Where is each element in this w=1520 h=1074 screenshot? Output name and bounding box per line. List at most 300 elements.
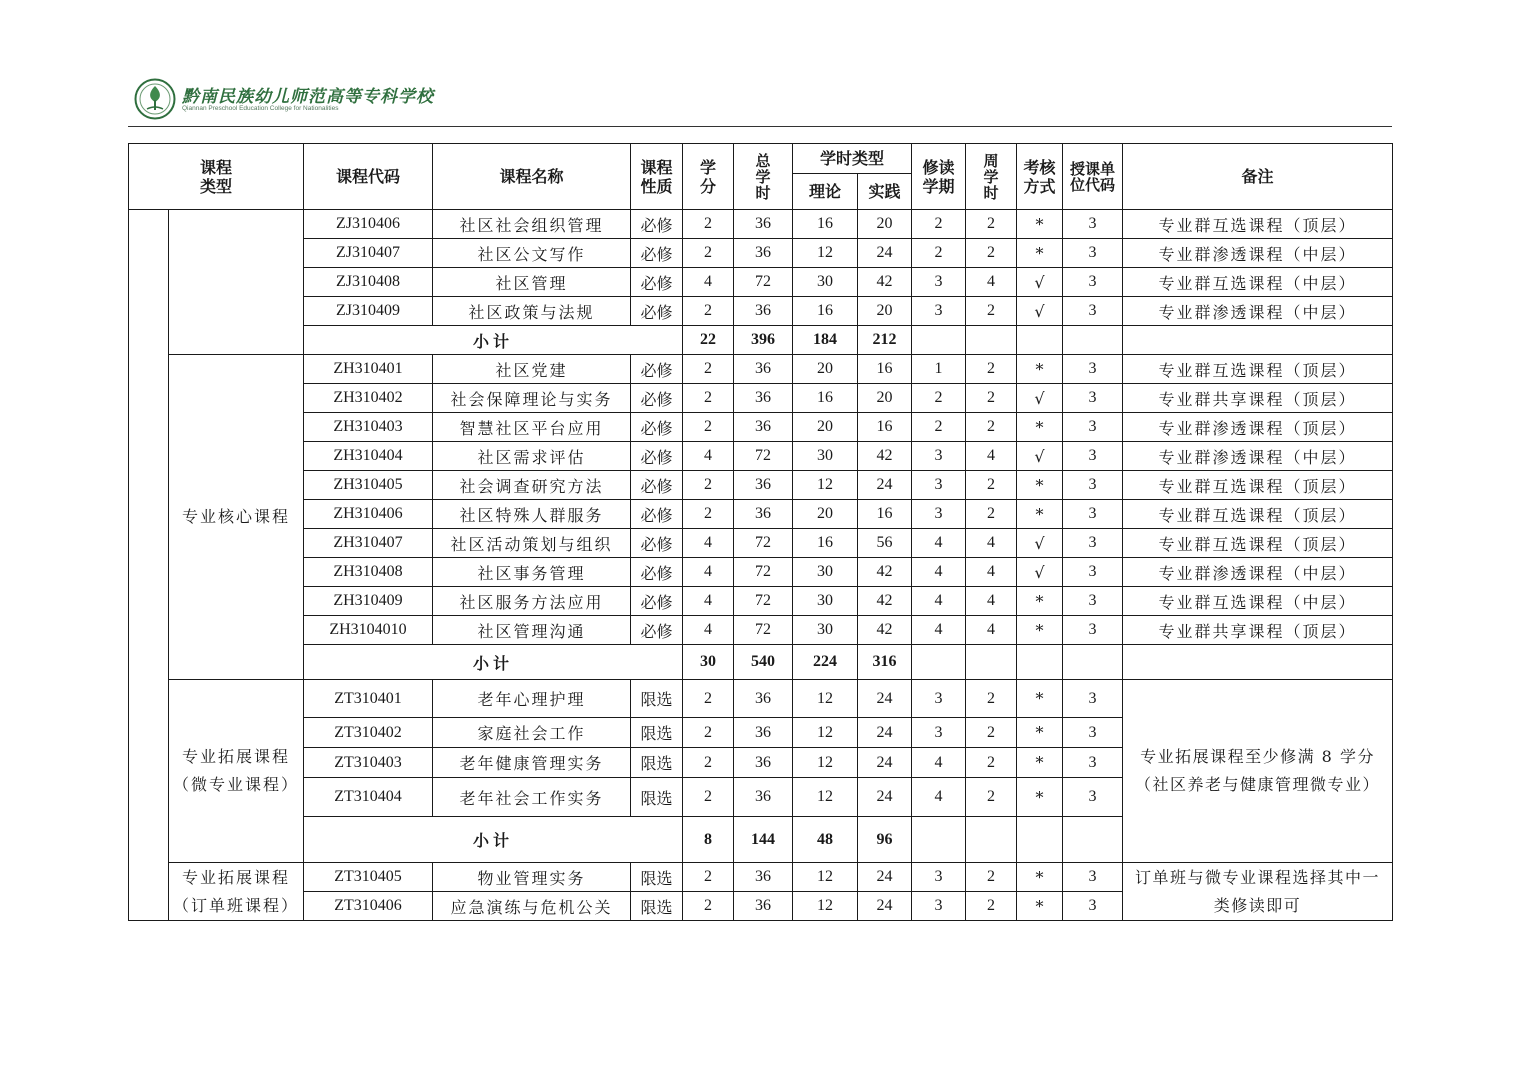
section4-remarks bbox=[1123, 863, 1393, 921]
theory-hours: 16 bbox=[793, 210, 858, 239]
theory-hours: 20 bbox=[793, 413, 858, 442]
remarks: 专业群共享课程（顶层） bbox=[1123, 616, 1393, 645]
practice-hours: 24 bbox=[858, 892, 912, 921]
theory-hours: 12 bbox=[793, 892, 858, 921]
credits: 2 bbox=[683, 210, 734, 239]
weekly-hours: 2 bbox=[966, 748, 1017, 778]
unit-code: 3 bbox=[1063, 297, 1123, 326]
weekly-hours: 4 bbox=[966, 268, 1017, 297]
semester: 4 bbox=[912, 529, 966, 558]
semester: 3 bbox=[912, 718, 966, 748]
course-name: 社区需求评估 bbox=[433, 442, 631, 471]
unit-code: 3 bbox=[1063, 616, 1123, 645]
total-hours: 36 bbox=[734, 892, 793, 921]
table-row bbox=[129, 442, 1393, 471]
unit-code: 3 bbox=[1063, 529, 1123, 558]
th-hour-type: 学时类型 bbox=[793, 144, 912, 174]
weekly-hours: 4 bbox=[966, 529, 1017, 558]
practice-hours: 42 bbox=[858, 558, 912, 587]
unit-code: 3 bbox=[1063, 587, 1123, 616]
total-hours: 36 bbox=[734, 413, 793, 442]
practice-hours: 56 bbox=[858, 529, 912, 558]
course-code: ZT310401 bbox=[304, 680, 433, 718]
remarks: 专业群互选课程（中层） bbox=[1123, 268, 1393, 297]
course-name: 老年社会工作实务 bbox=[433, 778, 631, 817]
semester: 2 bbox=[912, 384, 966, 413]
semester: 1 bbox=[912, 355, 966, 384]
course-nature: 限选 bbox=[631, 748, 683, 778]
course-code: ZH310407 bbox=[304, 529, 433, 558]
practice-hours: 24 bbox=[858, 863, 912, 892]
subtotal-total-hours: 144 bbox=[734, 817, 793, 863]
course-code: ZH3104010 bbox=[304, 616, 433, 645]
total-hours: 72 bbox=[734, 442, 793, 471]
theory-hours: 12 bbox=[793, 471, 858, 500]
table-row bbox=[129, 680, 1393, 718]
course-code: ZH310403 bbox=[304, 413, 433, 442]
unit-code: 3 bbox=[1063, 892, 1123, 921]
unit-code: 3 bbox=[1063, 680, 1123, 718]
semester: 3 bbox=[912, 892, 966, 921]
credits: 2 bbox=[683, 748, 734, 778]
outer-category-cell bbox=[129, 210, 169, 921]
practice-hours: 24 bbox=[858, 239, 912, 268]
table-row bbox=[129, 471, 1393, 500]
total-hours: 36 bbox=[734, 297, 793, 326]
course-nature: 限选 bbox=[631, 778, 683, 817]
remarks: 专业群共享课程（顶层） bbox=[1123, 384, 1393, 413]
practice-hours: 42 bbox=[858, 442, 912, 471]
credits: 4 bbox=[683, 616, 734, 645]
total-hours: 72 bbox=[734, 616, 793, 645]
school-name-cn: 黔南民族幼儿师范高等专科学校 bbox=[182, 87, 434, 107]
theory-hours: 20 bbox=[793, 355, 858, 384]
course-name: 家庭社会工作 bbox=[433, 718, 631, 748]
theory-hours: 16 bbox=[793, 529, 858, 558]
course-nature: 限选 bbox=[631, 718, 683, 748]
credits: 2 bbox=[683, 863, 734, 892]
category-line1: 专业拓展课程 bbox=[182, 867, 291, 887]
remarks-line2: （社区养老与健康管理微专业） bbox=[1135, 775, 1381, 794]
weekly-hours: 2 bbox=[966, 471, 1017, 500]
practice-hours: 16 bbox=[858, 355, 912, 384]
assessment: * bbox=[1017, 718, 1063, 748]
course-name: 智慧社区平台应用 bbox=[433, 413, 631, 442]
weekly-hours: 2 bbox=[966, 778, 1017, 817]
subtotal-total-hours: 540 bbox=[734, 645, 793, 680]
theory-hours: 30 bbox=[793, 616, 858, 645]
weekly-hours: 2 bbox=[966, 355, 1017, 384]
practice-hours: 20 bbox=[858, 384, 912, 413]
unit-code: 3 bbox=[1063, 558, 1123, 587]
semester: 3 bbox=[912, 680, 966, 718]
practice-hours: 20 bbox=[858, 297, 912, 326]
course-code: ZH310409 bbox=[304, 587, 433, 616]
theory-hours: 30 bbox=[793, 587, 858, 616]
unit-code: 3 bbox=[1063, 500, 1123, 529]
remarks: 专业群互选课程（顶层） bbox=[1123, 500, 1393, 529]
th-weekly-hours: 周学时 bbox=[966, 144, 1017, 210]
assessment: * bbox=[1017, 892, 1063, 921]
subtotal-theory: 48 bbox=[793, 817, 858, 863]
weekly-hours: 2 bbox=[966, 210, 1017, 239]
credits: 4 bbox=[683, 558, 734, 587]
total-hours: 72 bbox=[734, 587, 793, 616]
table-row bbox=[129, 863, 1393, 892]
credits: 2 bbox=[683, 500, 734, 529]
course-nature: 必修 bbox=[631, 268, 683, 297]
course-nature: 必修 bbox=[631, 210, 683, 239]
th-unit-code: 授课单位代码 bbox=[1063, 144, 1123, 210]
credits: 2 bbox=[683, 778, 734, 817]
total-hours: 72 bbox=[734, 268, 793, 297]
weekly-hours: 2 bbox=[966, 297, 1017, 326]
category-extension-order bbox=[169, 863, 304, 921]
table-row bbox=[129, 384, 1393, 413]
th-remarks: 备注 bbox=[1123, 144, 1393, 210]
course-code: ZH310405 bbox=[304, 471, 433, 500]
credits: 2 bbox=[683, 384, 734, 413]
course-code: ZH310404 bbox=[304, 442, 433, 471]
remarks: 专业群互选课程（顶层） bbox=[1123, 471, 1393, 500]
total-hours: 36 bbox=[734, 471, 793, 500]
remarks: 专业群互选课程（顶层） bbox=[1123, 210, 1393, 239]
assessment: * bbox=[1017, 680, 1063, 718]
theory-hours: 16 bbox=[793, 297, 858, 326]
assessment: * bbox=[1017, 778, 1063, 817]
practice-hours: 42 bbox=[858, 616, 912, 645]
semester: 3 bbox=[912, 268, 966, 297]
semester: 3 bbox=[912, 297, 966, 326]
total-hours: 36 bbox=[734, 718, 793, 748]
course-code: ZT310402 bbox=[304, 718, 433, 748]
weekly-hours: 2 bbox=[966, 718, 1017, 748]
th-course-code: 课程代码 bbox=[304, 144, 433, 210]
total-hours: 72 bbox=[734, 529, 793, 558]
course-name: 应急演练与危机公关 bbox=[433, 892, 631, 921]
assessment: * bbox=[1017, 355, 1063, 384]
category-core-courses: 专业核心课程 bbox=[169, 355, 304, 680]
weekly-hours: 2 bbox=[966, 384, 1017, 413]
remarks: 专业群渗透课程（中层） bbox=[1123, 558, 1393, 587]
assessment: √ bbox=[1017, 384, 1063, 413]
th-total-hours: 总学时 bbox=[734, 144, 793, 210]
theory-hours: 12 bbox=[793, 748, 858, 778]
subtotal-label: 小计 bbox=[304, 817, 683, 863]
course-code: ZH310406 bbox=[304, 500, 433, 529]
assessment: * bbox=[1017, 616, 1063, 645]
total-hours: 36 bbox=[734, 210, 793, 239]
course-nature: 必修 bbox=[631, 239, 683, 268]
curriculum-table bbox=[128, 143, 1393, 921]
semester: 4 bbox=[912, 587, 966, 616]
semester: 3 bbox=[912, 500, 966, 529]
assessment: * bbox=[1017, 210, 1063, 239]
unit-code: 3 bbox=[1063, 384, 1123, 413]
course-name: 社区管理沟通 bbox=[433, 616, 631, 645]
subtotal-practice: 96 bbox=[858, 817, 912, 863]
credits: 2 bbox=[683, 680, 734, 718]
course-nature: 必修 bbox=[631, 384, 683, 413]
total-hours: 36 bbox=[734, 500, 793, 529]
semester: 4 bbox=[912, 778, 966, 817]
assessment: √ bbox=[1017, 297, 1063, 326]
weekly-hours: 4 bbox=[966, 616, 1017, 645]
course-code: ZT310406 bbox=[304, 892, 433, 921]
theory-hours: 12 bbox=[793, 718, 858, 748]
course-nature: 必修 bbox=[631, 587, 683, 616]
total-hours: 36 bbox=[734, 748, 793, 778]
semester: 4 bbox=[912, 558, 966, 587]
course-code: ZT310403 bbox=[304, 748, 433, 778]
course-name: 社区活动策划与组织 bbox=[433, 529, 631, 558]
course-name: 物业管理实务 bbox=[433, 863, 631, 892]
practice-hours: 42 bbox=[858, 587, 912, 616]
remarks-line2: 类修读即可 bbox=[1213, 895, 1302, 915]
subtotal-total-hours: 396 bbox=[734, 326, 793, 355]
section3-remarks bbox=[1123, 680, 1393, 863]
practice-hours: 24 bbox=[858, 718, 912, 748]
course-nature: 必修 bbox=[631, 442, 683, 471]
assessment: √ bbox=[1017, 442, 1063, 471]
table-row bbox=[129, 210, 1393, 239]
credits: 2 bbox=[683, 297, 734, 326]
course-name: 社区特殊人群服务 bbox=[433, 500, 631, 529]
course-code: ZT310404 bbox=[304, 778, 433, 817]
subtotal-practice: 316 bbox=[858, 645, 912, 680]
unit-code: 3 bbox=[1063, 239, 1123, 268]
remarks-line1: 订单班与微专业课程选择其中一 bbox=[1135, 867, 1381, 887]
course-code: ZJ310407 bbox=[304, 239, 433, 268]
subtotal-theory: 224 bbox=[793, 645, 858, 680]
practice-hours: 16 bbox=[858, 413, 912, 442]
unit-code: 3 bbox=[1063, 471, 1123, 500]
total-hours: 36 bbox=[734, 778, 793, 817]
semester: 4 bbox=[912, 748, 966, 778]
table-row bbox=[129, 239, 1393, 268]
th-course-nature: 课程性质 bbox=[631, 144, 683, 210]
practice-hours: 24 bbox=[858, 748, 912, 778]
remarks: 专业群渗透课程（中层） bbox=[1123, 239, 1393, 268]
practice-hours: 24 bbox=[858, 471, 912, 500]
course-code: ZT310405 bbox=[304, 863, 433, 892]
practice-hours: 42 bbox=[858, 268, 912, 297]
semester: 3 bbox=[912, 863, 966, 892]
course-nature: 必修 bbox=[631, 471, 683, 500]
theory-hours: 30 bbox=[793, 442, 858, 471]
remarks: 专业群互选课程（中层） bbox=[1123, 587, 1393, 616]
weekly-hours: 4 bbox=[966, 558, 1017, 587]
course-name: 社区公文写作 bbox=[433, 239, 631, 268]
subtotal-theory: 184 bbox=[793, 326, 858, 355]
assessment: * bbox=[1017, 587, 1063, 616]
table-row bbox=[129, 297, 1393, 326]
subtotal-row bbox=[129, 326, 1393, 355]
assessment: * bbox=[1017, 239, 1063, 268]
unit-code: 3 bbox=[1063, 748, 1123, 778]
theory-hours: 12 bbox=[793, 239, 858, 268]
total-hours: 36 bbox=[734, 384, 793, 413]
section1-category-cell bbox=[169, 210, 304, 355]
course-code: ZJ310409 bbox=[304, 297, 433, 326]
table-row bbox=[129, 355, 1393, 384]
table-row bbox=[129, 587, 1393, 616]
course-name: 老年健康管理实务 bbox=[433, 748, 631, 778]
unit-code: 3 bbox=[1063, 442, 1123, 471]
unit-code: 3 bbox=[1063, 718, 1123, 748]
course-name: 社区社会组织管理 bbox=[433, 210, 631, 239]
th-course-name: 课程名称 bbox=[433, 144, 631, 210]
course-nature: 必修 bbox=[631, 500, 683, 529]
theory-hours: 20 bbox=[793, 500, 858, 529]
assessment: * bbox=[1017, 413, 1063, 442]
course-nature: 必修 bbox=[631, 529, 683, 558]
th-practice: 实践 bbox=[858, 174, 912, 210]
credits: 4 bbox=[683, 268, 734, 297]
subtotal-credits: 22 bbox=[683, 326, 734, 355]
weekly-hours: 2 bbox=[966, 413, 1017, 442]
credits: 2 bbox=[683, 355, 734, 384]
course-name: 社区政策与法规 bbox=[433, 297, 631, 326]
assessment: * bbox=[1017, 471, 1063, 500]
credits: 4 bbox=[683, 442, 734, 471]
category-line1: 专业拓展课程 bbox=[182, 747, 291, 766]
assessment: * bbox=[1017, 863, 1063, 892]
header-divider bbox=[128, 126, 1392, 127]
table-row bbox=[129, 413, 1393, 442]
course-nature: 必修 bbox=[631, 616, 683, 645]
category-line2: （订单班课程） bbox=[173, 895, 300, 915]
school-name-en: Qiannan Preschool Education College for Nationalities bbox=[182, 105, 339, 112]
course-name: 社会调查研究方法 bbox=[433, 471, 631, 500]
subtotal-practice: 212 bbox=[858, 326, 912, 355]
credits: 2 bbox=[683, 718, 734, 748]
weekly-hours: 2 bbox=[966, 680, 1017, 718]
theory-hours: 16 bbox=[793, 384, 858, 413]
unit-code: 3 bbox=[1063, 778, 1123, 817]
th-credits: 学分 bbox=[683, 144, 734, 210]
th-theory: 理论 bbox=[793, 174, 858, 210]
assessment: √ bbox=[1017, 558, 1063, 587]
theory-hours: 30 bbox=[793, 268, 858, 297]
school-logo-icon bbox=[134, 78, 176, 120]
course-name: 老年心理护理 bbox=[433, 680, 631, 718]
course-nature: 必修 bbox=[631, 558, 683, 587]
total-hours: 36 bbox=[734, 863, 793, 892]
subtotal-credits: 30 bbox=[683, 645, 734, 680]
course-name: 社区管理 bbox=[433, 268, 631, 297]
course-nature: 必修 bbox=[631, 355, 683, 384]
weekly-hours: 2 bbox=[966, 863, 1017, 892]
theory-hours: 12 bbox=[793, 778, 858, 817]
credits: 2 bbox=[683, 892, 734, 921]
subtotal-label: 小计 bbox=[304, 645, 683, 680]
course-code: ZH310401 bbox=[304, 355, 433, 384]
course-nature: 必修 bbox=[631, 413, 683, 442]
semester: 3 bbox=[912, 442, 966, 471]
table-row bbox=[129, 529, 1393, 558]
remarks: 专业群渗透课程（中层） bbox=[1123, 442, 1393, 471]
credits: 4 bbox=[683, 587, 734, 616]
weekly-hours: 2 bbox=[966, 500, 1017, 529]
course-name: 社会保障理论与实务 bbox=[433, 384, 631, 413]
weekly-hours: 2 bbox=[966, 239, 1017, 268]
header-row bbox=[129, 144, 1393, 174]
remarks: 专业群渗透课程（顶层） bbox=[1123, 413, 1393, 442]
course-code: ZH310408 bbox=[304, 558, 433, 587]
letterhead bbox=[128, 72, 1392, 128]
assessment: * bbox=[1017, 500, 1063, 529]
table-row bbox=[129, 268, 1393, 297]
course-nature: 必修 bbox=[631, 297, 683, 326]
subtotal-credits: 8 bbox=[683, 817, 734, 863]
unit-code: 3 bbox=[1063, 413, 1123, 442]
weekly-hours: 4 bbox=[966, 442, 1017, 471]
remarks: 专业群渗透课程（中层） bbox=[1123, 297, 1393, 326]
weekly-hours: 2 bbox=[966, 892, 1017, 921]
total-hours: 36 bbox=[734, 355, 793, 384]
course-name: 社区事务管理 bbox=[433, 558, 631, 587]
weekly-hours: 4 bbox=[966, 587, 1017, 616]
th-semester: 修读学期 bbox=[912, 144, 966, 210]
subtotal-row bbox=[129, 645, 1393, 680]
practice-hours: 24 bbox=[858, 778, 912, 817]
total-hours: 36 bbox=[734, 680, 793, 718]
assessment: √ bbox=[1017, 529, 1063, 558]
course-nature: 限选 bbox=[631, 680, 683, 718]
assessment: √ bbox=[1017, 268, 1063, 297]
table-row bbox=[129, 616, 1393, 645]
credits: 2 bbox=[683, 413, 734, 442]
semester: 2 bbox=[912, 239, 966, 268]
category-extension-micro bbox=[169, 680, 304, 863]
th-course-type: 课程类型 bbox=[129, 144, 304, 210]
subtotal-label: 小计 bbox=[304, 326, 683, 355]
credits: 2 bbox=[683, 239, 734, 268]
course-code: ZJ310408 bbox=[304, 268, 433, 297]
course-name: 社区党建 bbox=[433, 355, 631, 384]
category-line2: （微专业课程） bbox=[173, 775, 300, 794]
course-nature: 限选 bbox=[631, 892, 683, 921]
semester: 2 bbox=[912, 210, 966, 239]
table-row bbox=[129, 558, 1393, 587]
practice-hours: 16 bbox=[858, 500, 912, 529]
practice-hours: 24 bbox=[858, 680, 912, 718]
semester: 3 bbox=[912, 471, 966, 500]
unit-code: 3 bbox=[1063, 863, 1123, 892]
remarks: 专业群互选课程（顶层） bbox=[1123, 355, 1393, 384]
theory-hours: 12 bbox=[793, 680, 858, 718]
theory-hours: 12 bbox=[793, 863, 858, 892]
theory-hours: 30 bbox=[793, 558, 858, 587]
assessment: * bbox=[1017, 748, 1063, 778]
remarks-line1: 专业拓展课程至少修满 8 学分 bbox=[1140, 747, 1375, 766]
semester: 2 bbox=[912, 413, 966, 442]
course-code: ZH310402 bbox=[304, 384, 433, 413]
course-nature: 限选 bbox=[631, 863, 683, 892]
unit-code: 3 bbox=[1063, 210, 1123, 239]
unit-code: 3 bbox=[1063, 268, 1123, 297]
course-name: 社区服务方法应用 bbox=[433, 587, 631, 616]
practice-hours: 20 bbox=[858, 210, 912, 239]
credits: 2 bbox=[683, 471, 734, 500]
total-hours: 72 bbox=[734, 558, 793, 587]
table-row bbox=[129, 500, 1393, 529]
unit-code: 3 bbox=[1063, 355, 1123, 384]
th-assessment: 考核方式 bbox=[1017, 144, 1063, 210]
semester: 4 bbox=[912, 616, 966, 645]
total-hours: 36 bbox=[734, 239, 793, 268]
